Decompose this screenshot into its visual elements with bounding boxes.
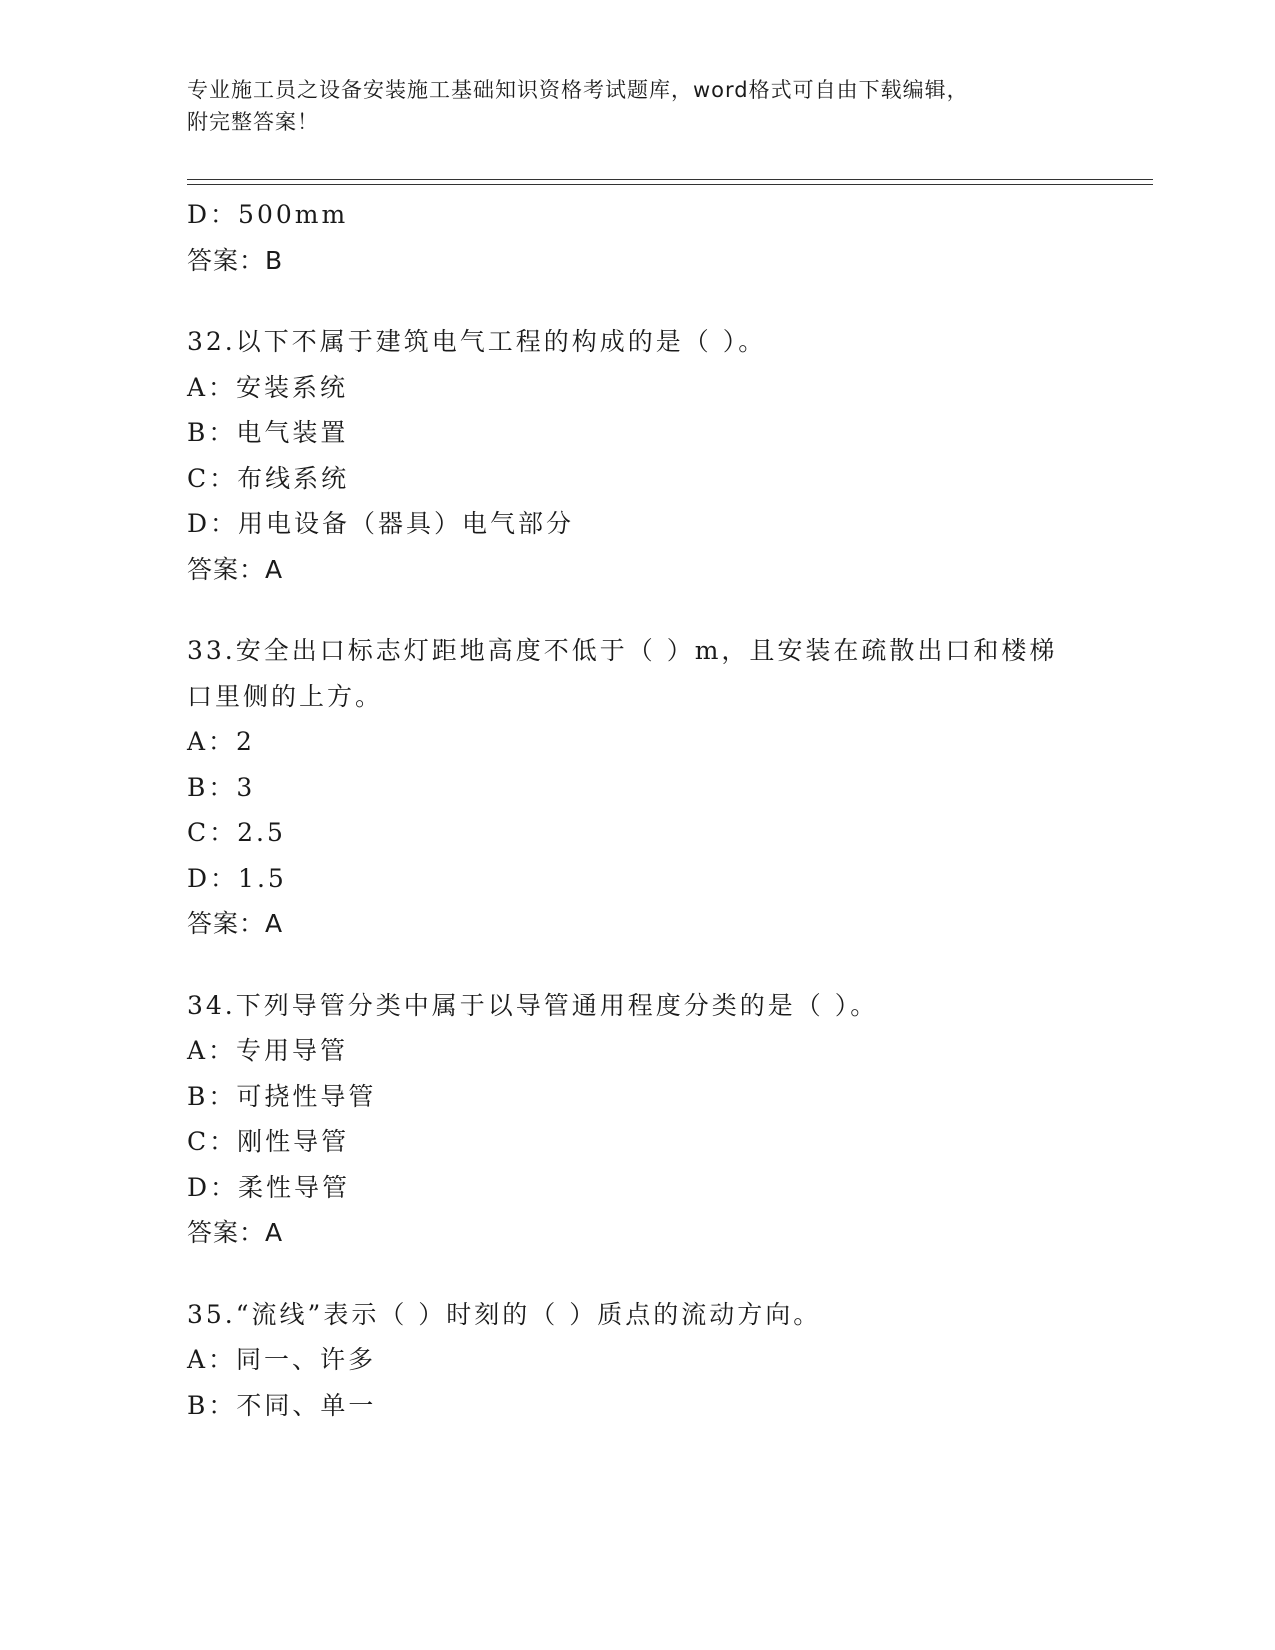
header-divider-bottom xyxy=(187,184,1153,185)
question-stem: 35.“流线”表示（ ）时刻的（ ）质点的流动方向。 xyxy=(187,1299,822,1329)
option-c: C：刚性导管 xyxy=(187,1127,350,1156)
previous-question-tail xyxy=(187,192,1117,283)
header-divider-top xyxy=(187,179,1153,180)
option-b: B：可挠性导管 xyxy=(187,1081,377,1111)
option-d: D：用电设备（器具）电气部分 xyxy=(187,509,575,538)
answer-line: 答案：B xyxy=(187,245,284,275)
answer-line: 答案：A xyxy=(187,909,284,938)
option-d: D：500mm xyxy=(187,200,349,229)
option-c: C：布线系统 xyxy=(187,463,350,493)
header-line-2: 附完整答案！ xyxy=(187,110,319,134)
option-d: D：1.5 xyxy=(187,863,287,893)
option-b: B：电气装置 xyxy=(187,418,349,447)
question-stem-line-2: 口里侧的上方。 xyxy=(187,681,384,711)
answer-line: 答案：A xyxy=(187,1218,284,1247)
option-a: A：安装系统 xyxy=(187,372,349,402)
option-d: D：柔性导管 xyxy=(187,1172,351,1202)
question-stem: 34.下列导管分类中属于以导管通用程度分类的是（ ）。 xyxy=(187,990,879,1020)
question-32 xyxy=(187,319,1117,592)
document-body xyxy=(187,192,1117,1428)
option-b: B：3 xyxy=(187,772,256,802)
question-34 xyxy=(187,983,1117,1256)
question-stem-line-1: 33.安全出口标志灯距地高度不低于（ ）m，且安装在疏散出口和楼梯 xyxy=(187,636,1058,665)
header-line-1: 专业施工员之设备安装施工基础知识资格考试题库，word格式可自由下载编辑， xyxy=(187,78,969,102)
option-b: B：不同、单一 xyxy=(187,1390,377,1420)
question-35 xyxy=(187,1292,1117,1429)
option-c: C：2.5 xyxy=(187,818,286,847)
option-a: A：2 xyxy=(187,727,255,756)
option-a: A：同一、许多 xyxy=(187,1345,377,1374)
question-stem: 32.以下不属于建筑电气工程的构成的是（ ）。 xyxy=(187,327,767,356)
option-a: A：专用导管 xyxy=(187,1036,349,1065)
document-header xyxy=(187,74,1087,138)
answer-line: 答案：A xyxy=(187,554,284,584)
question-33 xyxy=(187,628,1117,947)
